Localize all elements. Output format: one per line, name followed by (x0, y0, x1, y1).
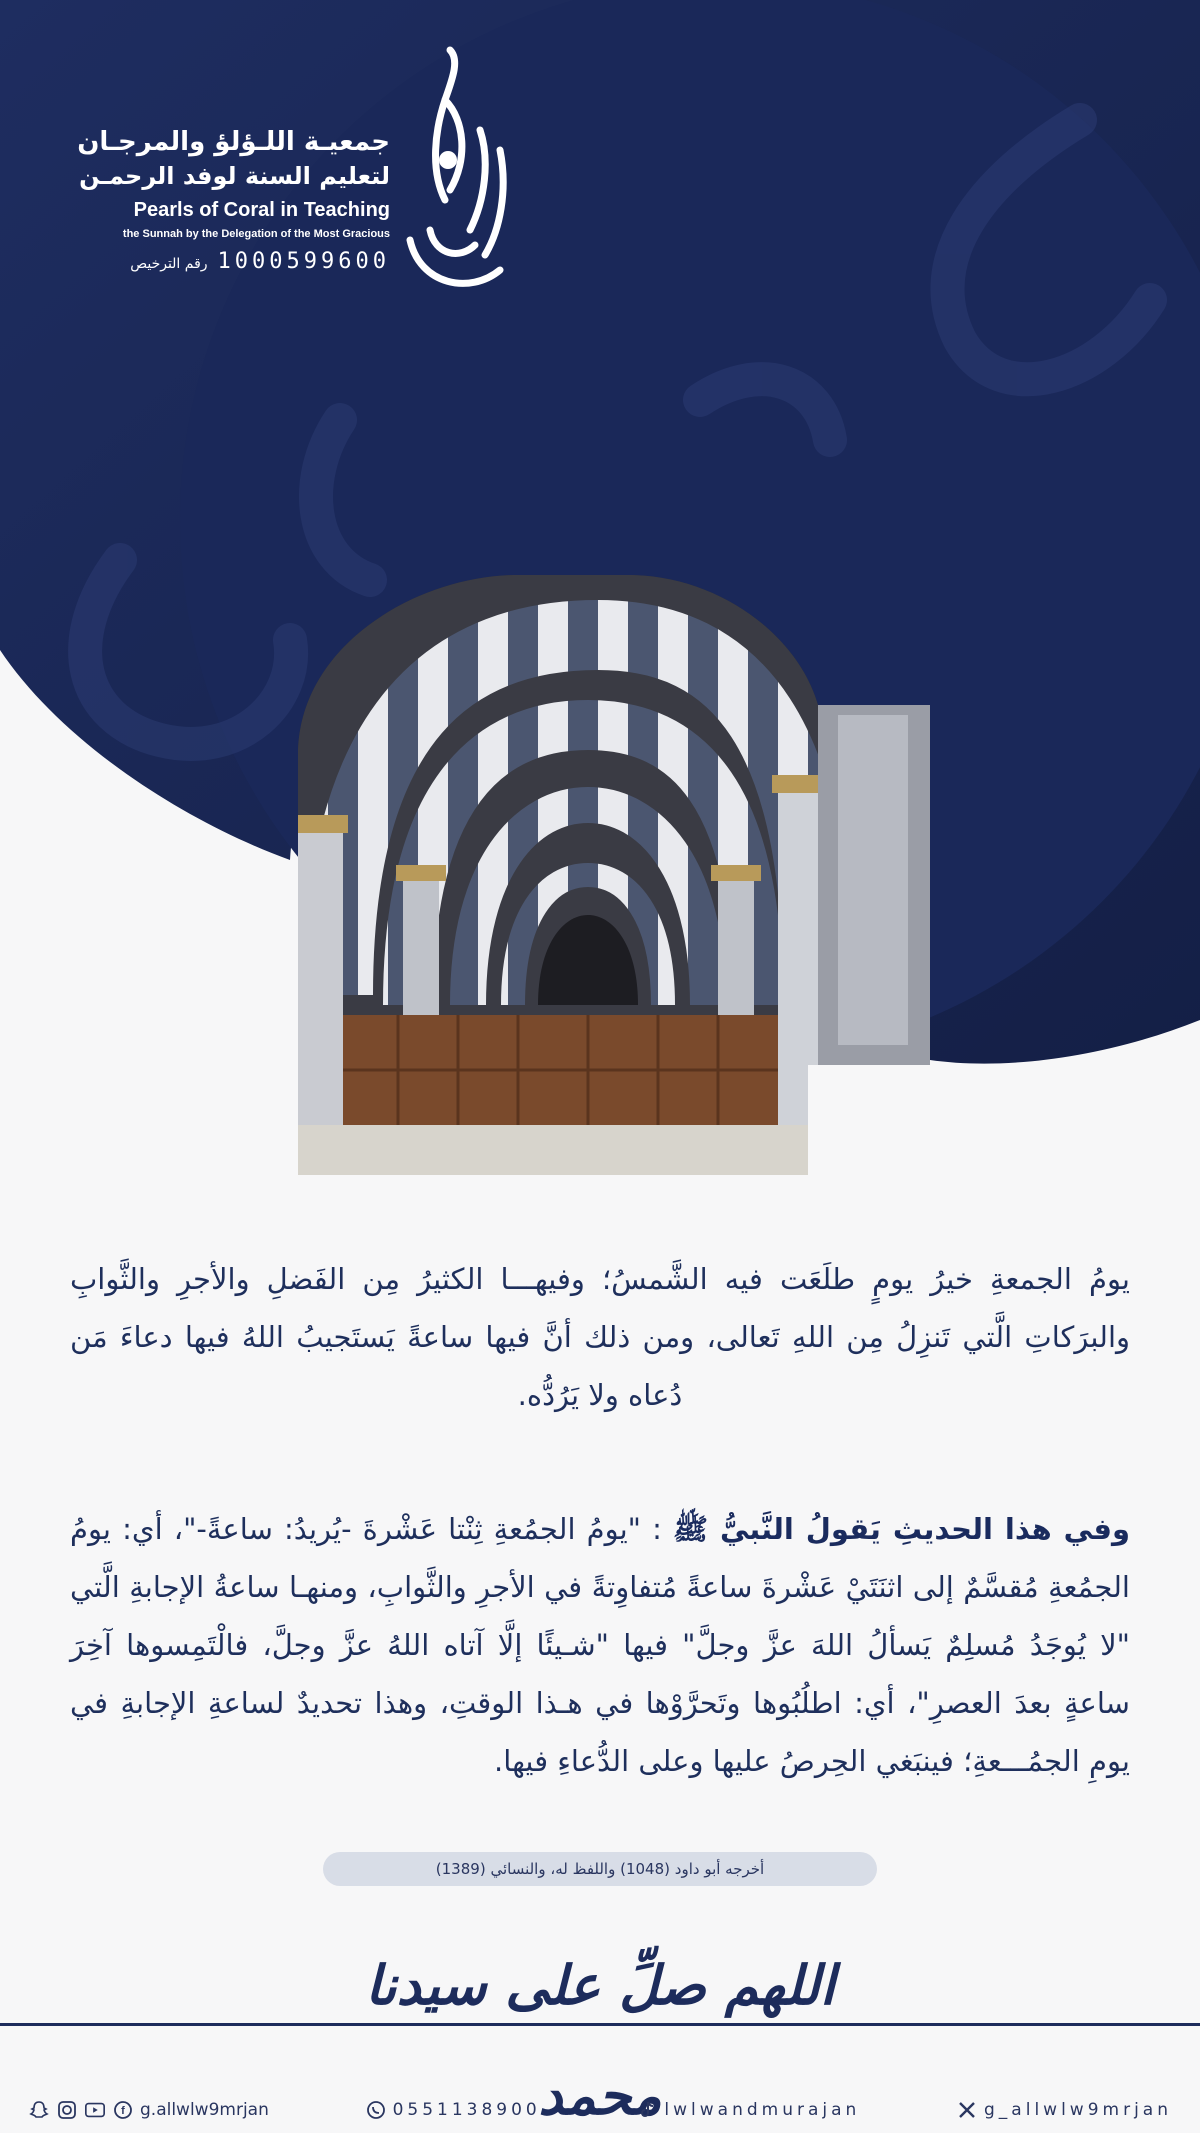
pearl-calligraphy-logo-icon (390, 40, 540, 310)
hadith-source-badge: أخرجه أبو داود (1048) واللفظ له، والنسائي (1389) (323, 1852, 877, 1886)
hadith-paragraph (70, 1500, 1130, 1790)
tiktok-handle: lwlwandmurajan (664, 2100, 861, 2120)
logo-name-english-line-2: the Sunnah by the Delegation of the Most Gracious (122, 228, 390, 240)
logo-name-arabic-line-1: جمعيـة اللـؤلؤ والمرجـان (77, 127, 390, 157)
license-number: 1000599600 (217, 249, 390, 274)
x-icon[interactable] (956, 2099, 978, 2121)
salawat-text: اللهم صلِّ على سيدنا محمد (365, 1953, 835, 2127)
hadith-lead: وفي هذا الحديثِ يَقولُ النَّبيُّ ﷺ (672, 1512, 1130, 1546)
license-label: رقم الترخيص (130, 256, 208, 272)
x-handle: g_allwlw9mrjan (984, 2100, 1172, 2120)
mosque-arches-photo (298, 575, 930, 1175)
x-contact[interactable] (956, 2099, 1172, 2121)
logo-text-block (50, 125, 390, 274)
whatsapp-number: 0551138900 (392, 2100, 541, 2120)
facebook-icon[interactable] (112, 2099, 134, 2121)
whatsapp-contact[interactable] (365, 2099, 541, 2121)
whatsapp-icon[interactable] (365, 2099, 387, 2121)
association-logo (40, 40, 540, 320)
footer-divider (0, 2023, 1200, 2026)
youtube-icon[interactable] (84, 2099, 106, 2121)
social-multi-handle: g.allwlw9mrjan (140, 2100, 269, 2120)
instagram-icon[interactable] (56, 2099, 78, 2121)
logo-name-english-line-1: Pearls of Coral in Teaching (133, 199, 390, 221)
logo-name-arabic-line-2: لتعليم السنة لوفد الرحمـن (79, 162, 390, 190)
tiktok-icon[interactable] (636, 2099, 658, 2121)
tiktok-contact[interactable] (636, 2099, 860, 2121)
social-multi[interactable] (28, 2099, 269, 2121)
hadith-text: : "يومُ الجمُعةِ ثِنْتا عَشْرةَ -يُريدُ: ساعةً-"، أي: يومُ الجمُعةِ مُقسَّمٌ إلى اثنَتَيْ عَشْرةَ ساعةً مُتفاوِتةً في الأجرِ والثَّوابِ، ومنهـا ساعةُ الإجابةِ الَّتي "لا يُوجَدُ مُسلِمٌ يَسألُ اللهَ عزَّ وجلَّ" فيها "شـيئًا إلَّا آتاه اللهُ عزَّ وجلَّ، فالْتَمِسوها آخِرَ ساعةٍ بعدَ العصرِ"، أي: اطلُبُوها وتَحرَّوْها في هـذا الوقتِ، وهذا تحديدٌ لساعةِ الإجابةِ في يومِ الجمُـــعةِ؛ فينبَغي الحِرصُ عليها وعلى الدُّعاءِ فيها. (70, 1512, 1130, 1778)
license-row (50, 249, 390, 274)
social-footer (0, 2090, 1200, 2130)
svg-text:f: f (121, 2105, 125, 2117)
intro-paragraph: يومُ الجمعةِ خيرُ يومٍ طلَعَت فيه الشَّمسُ؛ وفيهـــا الكثيرُ مِن الفَضلِ والأجرِ والثَّوابِ والبرَكاتِ الَّتي تَنزِلُ مِن اللهِ تَعالى، ومن ذلك أنَّ فيها ساعةً يَستَجيبُ اللهُ فيها دعاءَ مَن دُعاه ولا يَرُدُّه. (70, 1262, 1130, 1412)
snapchat-icon[interactable] (28, 2099, 50, 2121)
